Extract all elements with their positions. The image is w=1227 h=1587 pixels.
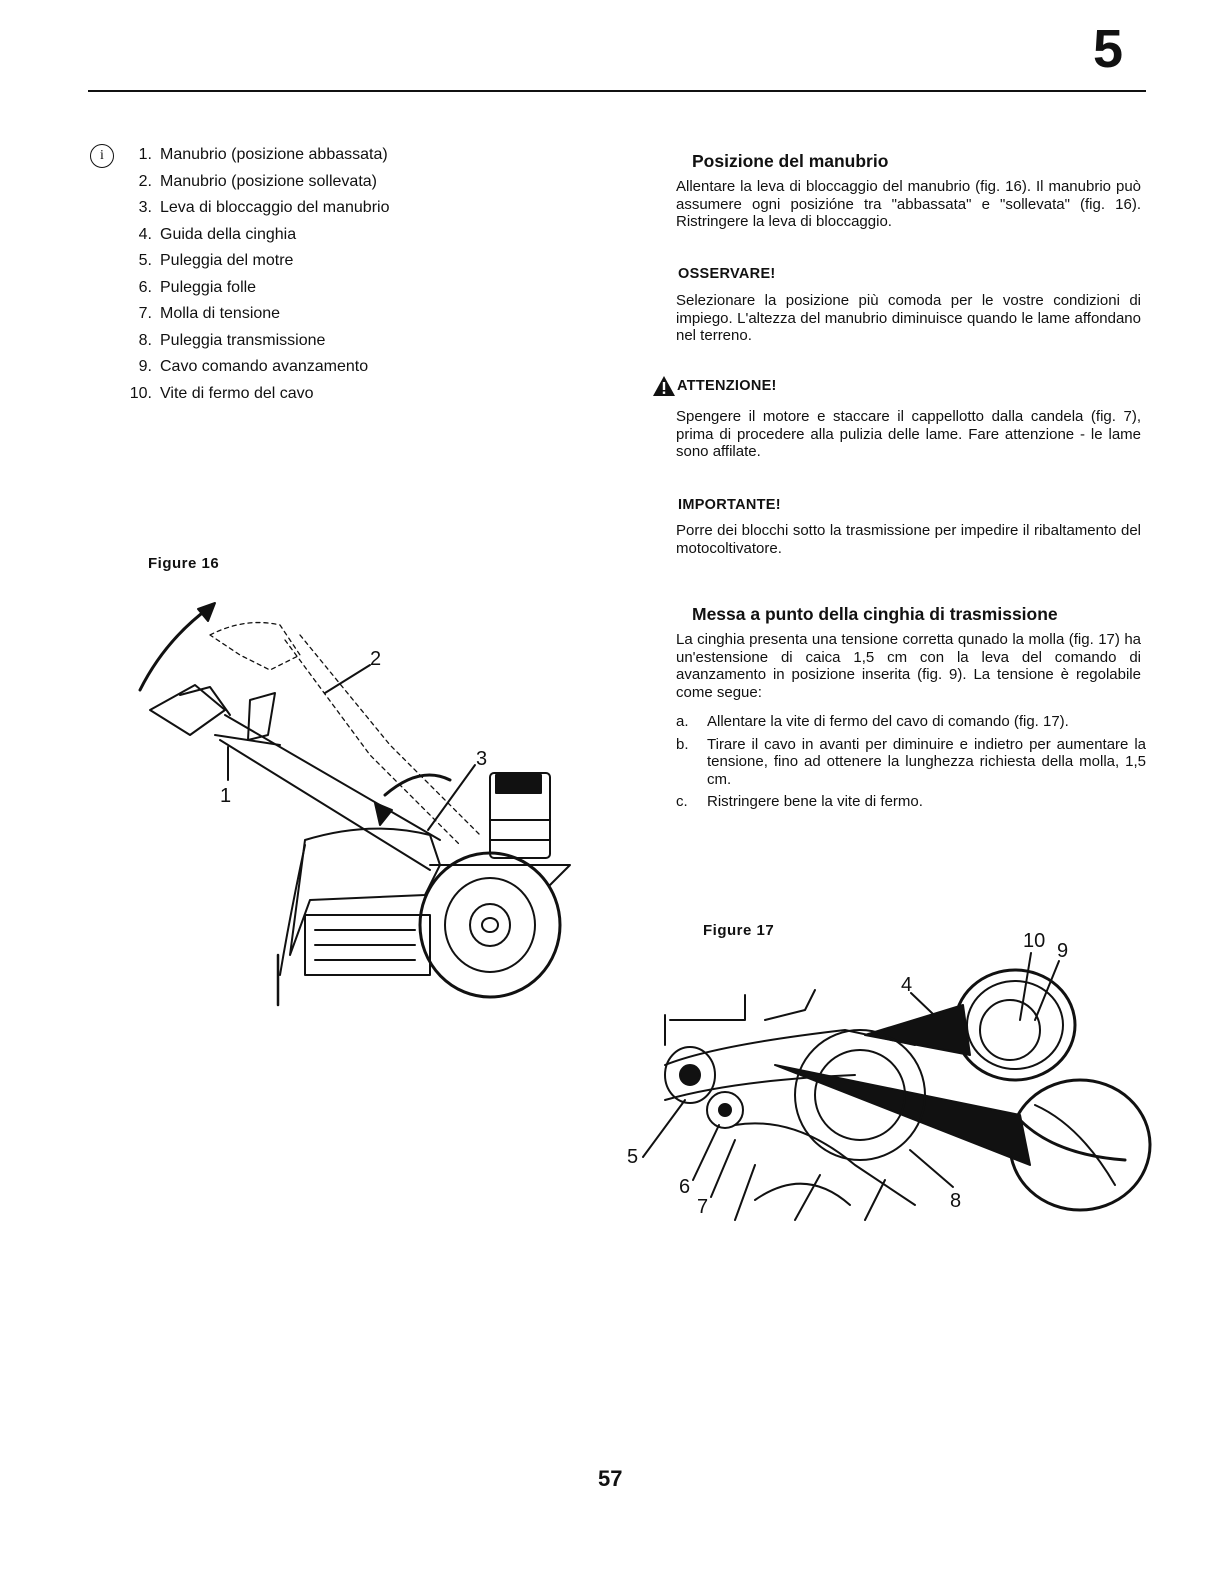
- section-heading-manubrio: Posizione del manubrio: [692, 151, 889, 171]
- parts-list-item: [112, 357, 389, 384]
- parts-list-label: Cavo comando avanzamento: [160, 358, 369, 375]
- parts-list-item: [112, 251, 389, 278]
- figure-17-callout-9: 9: [1057, 940, 1069, 962]
- figure-16-label: Figure 16: [148, 555, 220, 572]
- parts-list-item: [112, 145, 389, 172]
- step-letter: c.: [676, 793, 688, 810]
- figure-17-callout-5: 5: [627, 1146, 639, 1168]
- parts-list-number: 1.: [138, 146, 152, 163]
- figure-17-callout-6: 6: [679, 1176, 691, 1198]
- adjustment-step: [676, 713, 1146, 731]
- parts-list-number: 9.: [138, 358, 152, 375]
- figure-17-callout-4: 4: [901, 974, 913, 996]
- header-rule: [88, 90, 1146, 92]
- parts-list-number: 6.: [138, 278, 152, 296]
- adjustment-step: [676, 793, 1146, 811]
- figure-17-callout-10: 10: [1023, 930, 1046, 952]
- note-heading-osservare: OSSERVARE!: [678, 266, 776, 282]
- parts-list-item: [112, 198, 389, 225]
- parts-list-label: Vite di fermo del cavo: [160, 384, 314, 402]
- info-icon: i: [90, 144, 114, 168]
- parts-list-item: [112, 331, 389, 358]
- paragraph-osservare: Selezionare la posizione più comoda per le vostre condizioni di impiego. L'altezza del manubrio diminuisce quando le lame affondano nel terreno.: [676, 292, 1141, 344]
- warning-heading-label: ATTENZIONE!: [677, 378, 777, 394]
- figure-17-belt-illustration: [615, 925, 1155, 1225]
- parts-list-label: Puleggia transmissione: [160, 331, 326, 349]
- parts-list-label: Leva di bloccaggio del manubrio: [160, 199, 390, 216]
- parts-list-item: [112, 384, 389, 411]
- figure-16-callout-1: 1: [220, 785, 232, 807]
- parts-list-item: [112, 225, 389, 252]
- parts-list-number: 3.: [138, 199, 152, 216]
- parts-list-item: [112, 304, 389, 331]
- paragraph-importante: Porre dei blocchi sotto la trasmissione per impedire il ribaltamento del motocoltivatore.: [676, 522, 1141, 557]
- figure-16-callout-3: 3: [476, 748, 488, 770]
- parts-list-label: Guida della cinghia: [160, 225, 297, 243]
- page-number: 57: [598, 1466, 623, 1491]
- parts-list-item: [112, 278, 389, 305]
- paragraph-attenzione: Spengere il motore e staccare il cappellotto dalla candela (fig. 7), prima di procedere alla pulizia delle lame. Fare attenzione - le lame sono affilate.: [676, 408, 1141, 460]
- parts-list-item: [112, 172, 389, 199]
- parts-list-number: 4.: [138, 225, 152, 243]
- step-letter: b.: [676, 735, 689, 753]
- adjustment-step: [676, 736, 1146, 789]
- parts-list-number: 8.: [138, 331, 152, 349]
- parts-list-number: 2.: [138, 172, 152, 190]
- step-text: Ristringere bene la vite di fermo.: [707, 793, 923, 810]
- parts-list-label: Puleggia folle: [160, 278, 257, 296]
- parts-list-label: Puleggia del motre: [160, 252, 294, 269]
- figure-17-callout-8: 8: [950, 1190, 962, 1212]
- note-heading-importante: IMPORTANTE!: [678, 497, 781, 513]
- adjustment-steps-list: [676, 713, 1146, 816]
- step-letter: a.: [676, 713, 689, 730]
- paragraph-cinghia: La cinghia presenta una tensione corretta qunado la molla (fig. 17) ha un'estensione di caica 1,5 cm con la leva del comando di avanzamento in posizione inserita (fig. 9). La tensione è regolabile come segue:: [676, 631, 1141, 701]
- section-heading-cinghia: Messa a punto della cinghia di trasmissione: [692, 604, 1058, 624]
- figure-17-label: Figure 17: [703, 922, 775, 939]
- parts-list-number: 5.: [138, 252, 152, 269]
- step-text: Allentare la vite di fermo del cavo di comando (fig. 17).: [707, 713, 1069, 730]
- warning-icon: [652, 375, 676, 397]
- parts-list-number: 7.: [138, 305, 152, 322]
- parts-list-number: 10.: [129, 384, 152, 402]
- parts-list-label: Manubrio (posizione abbassata): [160, 146, 388, 163]
- figure-16-tiller-illustration: [130, 595, 580, 1025]
- figure-16-callout-2: 2: [370, 648, 382, 670]
- parts-list-label: Molla di tensione: [160, 305, 281, 322]
- parts-list-label: Manubrio (posizione sollevata): [160, 172, 377, 190]
- parts-list: [112, 145, 389, 410]
- paragraph-manubrio: Allentare la leva di bloccaggio del manubrio (fig. 16). Il manubrio può assumere ogni posizióne tra "abbassata" e "sollevata" (fig. 16). Ristringere la leva di bloccaggio.: [676, 178, 1141, 230]
- warning-heading: [652, 375, 777, 397]
- step-text: Tirare il cavo in avanti per diminuire e indietro per aumentare la tensione, fino ad ottenere la lunghezza richiesta della molla, 1,5 cm.: [707, 735, 1146, 788]
- section-number: 5: [1093, 19, 1124, 79]
- figure-17-callout-7: 7: [697, 1196, 709, 1218]
